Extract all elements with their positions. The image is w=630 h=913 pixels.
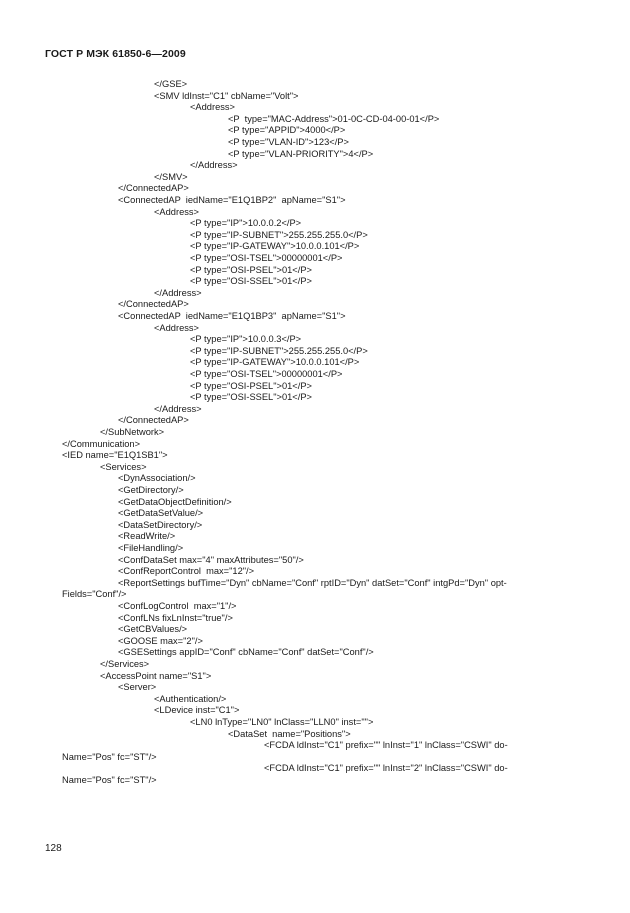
code-line: <GetDataSetValue/> bbox=[118, 508, 204, 519]
code-line: <ConnectedAP iedName="E1Q1BP3" apName="S1"> bbox=[118, 311, 346, 321]
code-line: </GSE> bbox=[154, 79, 188, 89]
code-line: <LN0 lnType="LN0" lnClass="LLN0" inst=""> bbox=[190, 717, 374, 727]
page-number: 128 bbox=[45, 843, 62, 854]
code-line: <Services> bbox=[100, 461, 147, 472]
code-line: Fields="Conf"/> bbox=[62, 589, 127, 600]
code-line: <P type="OSI-TSEL">00000001</P> bbox=[190, 369, 343, 379]
code-line: </Services> bbox=[100, 659, 150, 669]
code-line: <ReportSettings bufTime="Dyn" cbName="Conf" rptID="Dyn" datSet="Conf" intgPd="Dyn" opt- bbox=[118, 577, 507, 588]
code-line: <GetDirectory/> bbox=[118, 485, 184, 495]
code-line: <FCDA ldInst="C1" prefix="" lnInst="1" lnClass="CSWI" do- bbox=[264, 740, 508, 751]
code-line: </SubNetwork> bbox=[100, 427, 165, 437]
code-line: <Address> bbox=[154, 206, 199, 217]
code-line: <ConfLNs fixLnInst="true"/> bbox=[118, 612, 233, 623]
code-line: <P type="VLAN-PRIORITY">4</P> bbox=[228, 148, 374, 159]
code-line: <P type="IP">10.0.0.3</P> bbox=[190, 334, 302, 345]
code-line: <P type="IP-SUBNET">255.255.255.0</P> bbox=[190, 229, 368, 240]
code-line: <Authentication/> bbox=[154, 693, 227, 704]
code-line: <ConfLogControl max="1"/> bbox=[118, 601, 237, 611]
code-line: <SMV ldInst="C1" cbName="Volt"> bbox=[154, 90, 299, 101]
code-line: </Address> bbox=[154, 403, 202, 414]
code-line: <FCDA ldInst="C1" prefix="" lnInst="2" lnClass="CSWI" do- bbox=[264, 763, 508, 774]
code-line: <GOOSE max="2"/> bbox=[118, 635, 203, 646]
code-line: <P type="OSI-PSEL">01</P> bbox=[190, 264, 312, 275]
code-line: <P type="OSI-PSEL">01</P> bbox=[190, 380, 312, 391]
code-line: <P type="OSI-SSEL">01</P> bbox=[190, 392, 312, 403]
code-line: <LDevice inst="C1"> bbox=[154, 705, 240, 716]
code-line: <GetCBValues/> bbox=[118, 624, 188, 635]
code-line: <ConfDataSet max="4" maxAttributes="50"/> bbox=[118, 554, 304, 565]
code-line: <P type="MAC-Address">01-0C-CD-04-00-01</P> bbox=[228, 113, 440, 124]
code-line: </Address> bbox=[190, 160, 238, 171]
code-line: <AccessPoint name="S1"> bbox=[100, 670, 212, 681]
code-line: </SMV> bbox=[154, 171, 188, 182]
page-header-title: ГОСТ Р МЭК 61850-6—2009 bbox=[45, 48, 186, 60]
code-line: <IED name="E1Q1SB1"> bbox=[62, 450, 168, 461]
code-line: <ConfReportControl max="12"/> bbox=[118, 566, 255, 577]
code-line: <ConnectedAP iedName="E1Q1BP2" apName="S1"> bbox=[118, 195, 346, 205]
code-line: </Address> bbox=[154, 287, 202, 298]
code-line: </ConnectedAP> bbox=[118, 183, 189, 194]
code-line: <Server> bbox=[118, 682, 157, 693]
code-line: <GetDataObjectDefinition/> bbox=[118, 496, 232, 507]
code-line: <DynAssociation/> bbox=[118, 473, 196, 484]
code-line: <P type="IP-GATEWAY">10.0.0.101</P> bbox=[190, 357, 360, 368]
code-line: <P type="IP">10.0.0.2</P> bbox=[190, 218, 302, 229]
code-line: <DataSet name="Positions"> bbox=[228, 728, 351, 739]
code-line: <DataSetDirectory/> bbox=[118, 519, 203, 530]
code-line: <P type="VLAN-ID">123</P> bbox=[228, 137, 349, 147]
code-line: <GSESettings appID="Conf" cbName="Conf" datSet="Conf"/> bbox=[118, 647, 374, 658]
code-line: <P type="APPID">4000</P> bbox=[228, 125, 346, 136]
code-line: <Address> bbox=[154, 322, 199, 333]
code-line: </Communication> bbox=[62, 438, 141, 449]
code-line: Name="Pos" fc="ST"/> bbox=[62, 775, 157, 785]
code-line: <FileHandling/> bbox=[118, 543, 184, 553]
code-line: Name="Pos" fc="ST"/> bbox=[62, 751, 157, 762]
code-line: </ConnectedAP> bbox=[118, 415, 189, 426]
code-line: </ConnectedAP> bbox=[118, 299, 189, 310]
code-line: <P type="IP-SUBNET">255.255.255.0</P> bbox=[190, 345, 368, 356]
code-line: <P type="OSI-SSEL">01</P> bbox=[190, 276, 312, 287]
code-line: <Address> bbox=[190, 102, 235, 113]
code-line: <ReadWrite/> bbox=[118, 531, 176, 542]
code-line: <P type="IP-GATEWAY">10.0.0.101</P> bbox=[190, 241, 360, 252]
code-line: <P type="OSI-TSEL">00000001</P> bbox=[190, 253, 343, 263]
